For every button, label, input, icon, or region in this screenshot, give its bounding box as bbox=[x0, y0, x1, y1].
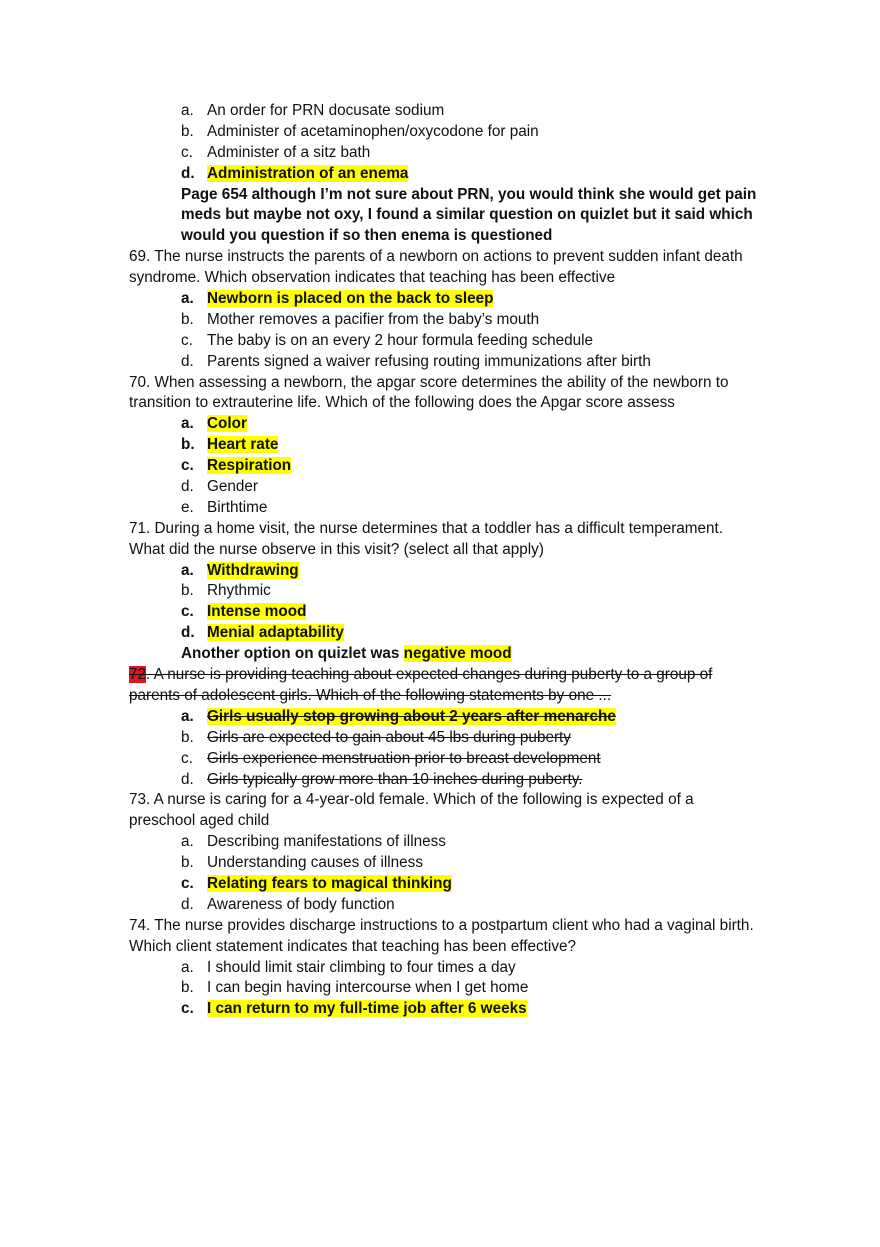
q71-stem-line: What did the nurse observe in this visit? (select all that apply) bbox=[129, 540, 544, 558]
q74-stem-line: 74. The nurse provides discharge instructions to a postpartum client who had a vaginal birth. bbox=[129, 916, 754, 934]
q72-stem-line: 72. A nurse is providing teaching about expected changes during puberty to a group of bbox=[129, 666, 713, 684]
q74-stem-line: Which client statement indicates that teaching has been effective? bbox=[129, 937, 576, 955]
q72-number: 72 bbox=[129, 666, 147, 684]
q72-stem-line: parents of adolescent girls. Which of the following statements by one ... bbox=[129, 686, 612, 704]
q71-option-c-answer: c. Intense mood bbox=[181, 603, 307, 621]
q70-stem-line: transition to extrauterine life. Which of the following does the Apgar score assess bbox=[129, 394, 675, 412]
q72-option-c: c. Girls experience menstruation prior to breast development bbox=[181, 749, 601, 767]
document-page bbox=[0, 101, 880, 1020]
q69-option-c: c. The baby is on an every 2 hour formula feeding schedule bbox=[181, 331, 594, 349]
q71-option-d-answer: d. Menial adaptability bbox=[181, 624, 344, 642]
q70-option-d: d. Gender bbox=[181, 478, 259, 496]
q74-option-c-answer: c. I can return to my full-time job after 6 weeks bbox=[181, 1000, 527, 1018]
q68-option-d-answer: d. Administration of an enema bbox=[181, 164, 409, 182]
q71-option-b: b. Rhythmic bbox=[181, 582, 271, 600]
q70-option-c-answer: c. Respiration bbox=[181, 457, 292, 475]
q68-note-line: would you question if so then enema is questioned bbox=[181, 227, 553, 245]
q73-stem-line: 73. A nurse is caring for a 4-year-old female. Which of the following is expected of a bbox=[129, 791, 694, 809]
q70-option-a-answer: a. Color bbox=[181, 415, 247, 433]
q72-option-a-answer: a. Girls usually stop growing about 2 years after menarche bbox=[181, 707, 616, 725]
q68-note-line: Page 654 although I’m not sure about PRN, you would think she would get pain bbox=[181, 185, 757, 203]
q73-option-c-answer: c. Relating fears to magical thinking bbox=[181, 874, 452, 892]
q69-option-b: b. Mother removes a pacifier from the baby’s mouth bbox=[181, 310, 540, 328]
q73-option-d: d. Awareness of body function bbox=[181, 895, 395, 913]
q69-stem-line: syndrome. Which observation indicates that teaching has been effective bbox=[129, 269, 616, 287]
q71-stem-line: 71. During a home visit, the nurse determines that a toddler has a difficult temperament. bbox=[129, 519, 724, 537]
q71-note: Another option on quizlet was negative mood bbox=[181, 645, 512, 663]
q72-option-b: b. Girls are expected to gain about 45 lbs during puberty bbox=[181, 728, 571, 746]
q71-option-a-answer: a. Withdrawing bbox=[181, 561, 299, 579]
q72-option-d: d. Girls typically grow more than 10 inches during puberty. bbox=[181, 770, 583, 788]
q70-option-b-answer: b. Heart rate bbox=[181, 436, 279, 454]
q70-stem-line: 70. When assessing a newborn, the apgar score determines the ability of the newborn to bbox=[129, 373, 729, 391]
q70-option-e: e. Birthtime bbox=[181, 498, 268, 516]
q68-option-c: c. Administer of a sitz bath bbox=[181, 143, 371, 161]
q69-option-d: d. Parents signed a waiver refusing routing immunizations after birth bbox=[181, 352, 651, 370]
q73-option-b: b. Understanding causes of illness bbox=[181, 854, 423, 872]
q74-option-a: a. I should limit stair climbing to four times a day bbox=[181, 958, 516, 976]
q68-option-a: a. An order for PRN docusate sodium bbox=[181, 102, 445, 119]
q68-note-line: meds but maybe not oxy, I found a similar question on quizlet but it said which bbox=[181, 206, 753, 224]
q69-option-a-answer: a. Newborn is placed on the back to sleep bbox=[181, 290, 494, 308]
q74-option-b: b. I can begin having intercourse when I get home bbox=[181, 979, 529, 997]
q73-option-a: a. Describing manifestations of illness bbox=[181, 833, 446, 851]
q69-stem-line: 69. The nurse instructs the parents of a newborn on actions to prevent sudden infant death bbox=[129, 248, 743, 266]
q73-stem-line: preschool aged child bbox=[129, 812, 270, 830]
q68-option-b: b. Administer of acetaminophen/oxycodone for pain bbox=[181, 122, 539, 140]
